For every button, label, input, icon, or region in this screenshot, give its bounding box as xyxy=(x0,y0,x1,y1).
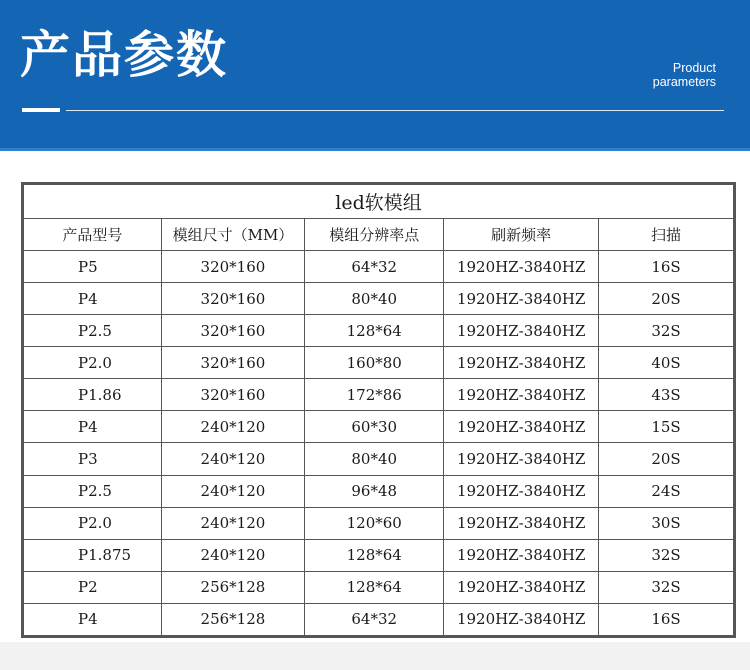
cell-module-size: 256*128 xyxy=(161,571,304,603)
cell-scan: 16S xyxy=(599,251,734,283)
cell-resolution: 80*40 xyxy=(305,443,444,475)
cell-refresh-rate: 1920HZ-3840HZ xyxy=(444,315,599,347)
cell-module-size: 240*120 xyxy=(161,411,304,443)
cell-scan: 15S xyxy=(599,411,734,443)
cell-scan: 16S xyxy=(599,603,734,635)
table-row xyxy=(24,379,734,411)
cell-module-size: 240*120 xyxy=(161,475,304,507)
cell-module-size: 320*160 xyxy=(161,283,304,315)
cell-scan: 24S xyxy=(599,475,734,507)
cell-resolution: 128*64 xyxy=(305,315,444,347)
cell-scan: 40S xyxy=(599,347,734,379)
cell-resolution: 128*64 xyxy=(305,571,444,603)
subtitle-line-2: parameters xyxy=(652,75,716,89)
header-scan: 扫描 xyxy=(599,219,734,251)
cell-refresh-rate: 1920HZ-3840HZ xyxy=(444,539,599,571)
cell-module-size: 256*128 xyxy=(161,603,304,635)
cell-model: P2.5 xyxy=(24,475,162,507)
cell-resolution: 60*30 xyxy=(305,411,444,443)
title-underline-rule xyxy=(66,110,724,111)
table-row xyxy=(24,507,734,539)
cell-resolution: 64*32 xyxy=(305,603,444,635)
table-caption-row xyxy=(24,185,734,219)
cell-resolution: 172*86 xyxy=(305,379,444,411)
cell-model: P2.0 xyxy=(24,347,162,379)
cell-scan: 20S xyxy=(599,283,734,315)
table-row xyxy=(24,539,734,571)
header-refresh-rate: 刷新频率 xyxy=(444,219,599,251)
page-title: 产品参数 xyxy=(20,26,228,84)
cell-refresh-rate: 1920HZ-3840HZ xyxy=(444,603,599,635)
table-row xyxy=(24,251,734,283)
table-row xyxy=(24,283,734,315)
table-row xyxy=(24,315,734,347)
cell-refresh-rate: 1920HZ-3840HZ xyxy=(444,283,599,315)
cell-scan: 32S xyxy=(599,539,734,571)
cell-model: P3 xyxy=(24,443,162,475)
cell-resolution: 96*48 xyxy=(305,475,444,507)
cell-scan: 20S xyxy=(599,443,734,475)
cell-module-size: 320*160 xyxy=(161,251,304,283)
cell-model: P2 xyxy=(24,571,162,603)
cell-model: P2.5 xyxy=(24,315,162,347)
table-row xyxy=(24,603,734,635)
header-model: 产品型号 xyxy=(24,219,162,251)
cell-resolution: 120*60 xyxy=(305,507,444,539)
table-header-row xyxy=(24,219,734,251)
table-caption: led软模组 xyxy=(24,185,734,219)
cell-refresh-rate: 1920HZ-3840HZ xyxy=(444,443,599,475)
header-module-size: 模组尺寸（MM） xyxy=(161,219,304,251)
header-resolution: 模组分辨率点 xyxy=(305,219,444,251)
cell-refresh-rate: 1920HZ-3840HZ xyxy=(444,571,599,603)
table-row xyxy=(24,571,734,603)
table-row xyxy=(24,443,734,475)
cell-refresh-rate: 1920HZ-3840HZ xyxy=(444,507,599,539)
title-underline-dash xyxy=(22,108,60,112)
cell-module-size: 240*120 xyxy=(161,539,304,571)
cell-resolution: 128*64 xyxy=(305,539,444,571)
cell-module-size: 320*160 xyxy=(161,379,304,411)
cell-refresh-rate: 1920HZ-3840HZ xyxy=(444,347,599,379)
cell-scan: 30S xyxy=(599,507,734,539)
cell-resolution: 80*40 xyxy=(305,283,444,315)
cell-model: P2.0 xyxy=(24,507,162,539)
cell-module-size: 240*120 xyxy=(161,443,304,475)
spec-table-frame xyxy=(21,182,736,638)
cell-resolution: 160*80 xyxy=(305,347,444,379)
cell-resolution: 64*32 xyxy=(305,251,444,283)
cell-model: P5 xyxy=(24,251,162,283)
cell-model: P1.875 xyxy=(24,539,162,571)
cell-scan: 32S xyxy=(599,315,734,347)
cell-model: P4 xyxy=(24,411,162,443)
cell-module-size: 320*160 xyxy=(161,315,304,347)
cell-model: P1.86 xyxy=(24,379,162,411)
table-row xyxy=(24,411,734,443)
cell-refresh-rate: 1920HZ-3840HZ xyxy=(444,251,599,283)
cell-refresh-rate: 1920HZ-3840HZ xyxy=(444,475,599,507)
subtitle-line-1: Product xyxy=(672,61,716,75)
cell-module-size: 240*120 xyxy=(161,507,304,539)
banner-bottom-stripe xyxy=(0,148,750,151)
cell-module-size: 320*160 xyxy=(161,347,304,379)
spec-table xyxy=(23,184,734,636)
header-banner xyxy=(0,0,750,148)
table-row xyxy=(24,347,734,379)
page-subtitle xyxy=(653,61,716,89)
cell-model: P4 xyxy=(24,283,162,315)
footer-strip xyxy=(0,642,750,670)
cell-scan: 32S xyxy=(599,571,734,603)
cell-scan: 43S xyxy=(599,379,734,411)
table-row xyxy=(24,475,734,507)
cell-model: P4 xyxy=(24,603,162,635)
cell-refresh-rate: 1920HZ-3840HZ xyxy=(444,379,599,411)
cell-refresh-rate: 1920HZ-3840HZ xyxy=(444,411,599,443)
